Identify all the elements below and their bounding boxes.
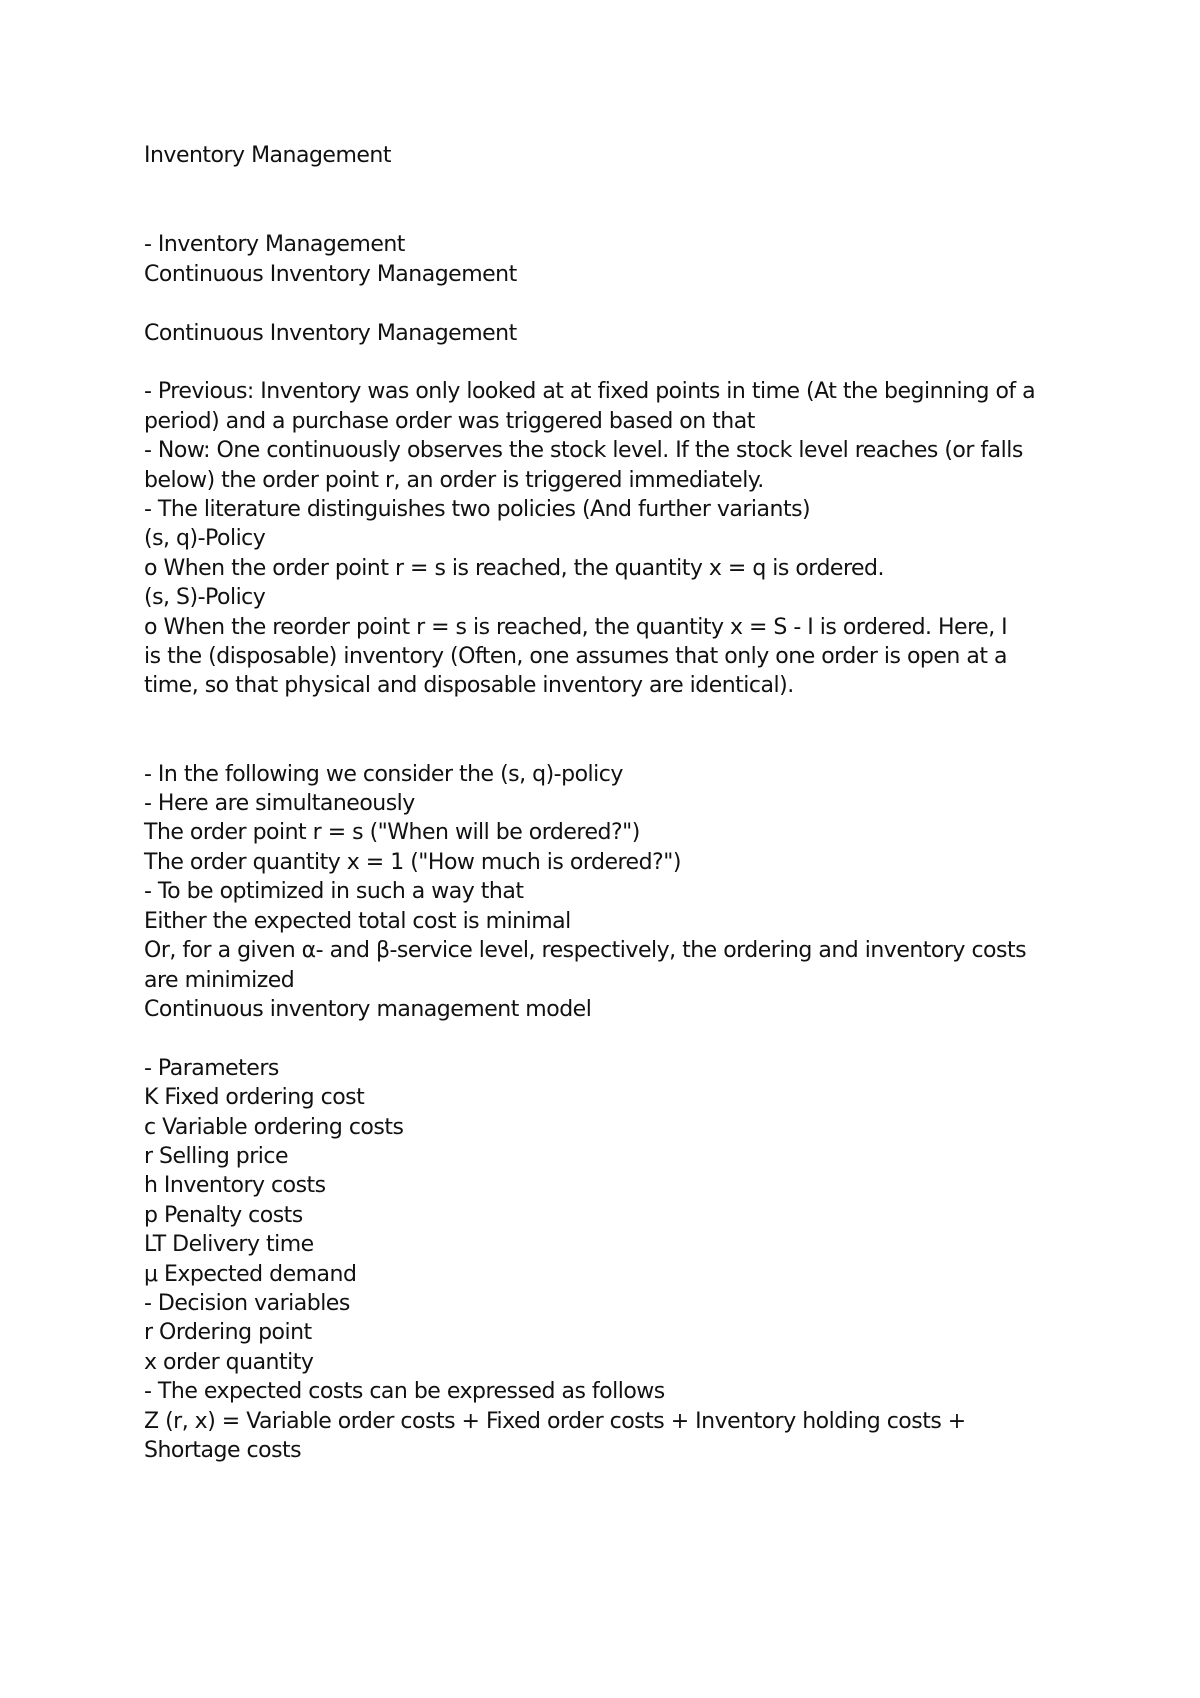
spacer <box>144 289 1074 318</box>
decision-variable-item: x order quantity <box>144 1349 314 1375</box>
paragraph-line: are minimized <box>144 967 295 993</box>
paragraph-line: (s, q)-Policy <box>144 526 266 552</box>
paragraph-line: - In the following we consider the (s, q)-policy <box>144 761 623 787</box>
paragraph-line: below) the order point r, an order is triggered immediately. <box>144 467 764 493</box>
spacer <box>144 170 1074 230</box>
paragraph-line: o When the order point r = s is reached, the quantity x = q is ordered. <box>144 555 885 581</box>
paragraph-line: Or, for a given α- and β-service level, respectively, the ordering and inventory costs <box>144 938 1027 964</box>
document-title: Inventory Management <box>144 143 391 168</box>
paragraph-line: - Previous: Inventory was only looked at at fixed points in time (At the beginning of a <box>144 379 1036 405</box>
spacer <box>144 701 1074 760</box>
formula-line: Z (r, x) = Variable order costs + Fixed order costs + Inventory holding costs + <box>144 1408 966 1434</box>
paragraph-line: time, so that physical and disposable inventory are identical). <box>144 673 794 699</box>
section-heading: Continuous Inventory Management <box>144 320 517 346</box>
document-page <box>144 141 1074 1465</box>
paragraph-line: - Now: One continuously observes the stock level. If the stock level reaches (or falls <box>144 438 1023 464</box>
paragraph-line: The order point r = s ("When will be ordered?") <box>144 820 640 846</box>
paragraph-line: - To be optimized in such a way that <box>144 879 524 905</box>
paragraph-line: Either the expected total cost is minimal <box>144 908 571 934</box>
paragraph-line: o When the reorder point r = s is reached, the quantity x = S - I is ordered. Here, I <box>144 614 1008 640</box>
parameter-item: K Fixed ordering cost <box>144 1085 365 1111</box>
parameter-item: h Inventory costs <box>144 1173 326 1199</box>
paragraph-line: The order quantity x = 1 ("How much is ordered?") <box>144 849 681 875</box>
paragraph-line: - The literature distinguishes two policies (And further variants) <box>144 497 811 523</box>
paragraph-line: Continuous inventory management model <box>144 996 592 1022</box>
decision-variable-item: r Ordering point <box>144 1320 312 1346</box>
list-item: - Inventory Management <box>144 232 405 258</box>
parameter-item: p Penalty costs <box>144 1202 303 1228</box>
paragraph-line: - The expected costs can be expressed as follows <box>144 1379 665 1405</box>
parameter-item: μ Expected demand <box>144 1261 357 1287</box>
paragraph-line: period) and a purchase order was triggered based on that <box>144 408 755 434</box>
paragraph-line: - Decision variables <box>144 1290 350 1316</box>
formula-line: Shortage costs <box>144 1438 302 1463</box>
paragraph-line: is the (disposable) inventory (Often, one assumes that only one order is open at a <box>144 644 1007 670</box>
paragraph-line: - Parameters <box>144 1055 279 1081</box>
section-heading: Continuous Inventory Management <box>144 261 517 287</box>
paragraph-line: - Here are simultaneously <box>144 791 415 817</box>
spacer <box>144 1024 1074 1053</box>
parameter-item: r Selling price <box>144 1143 289 1169</box>
parameter-item: c Variable ordering costs <box>144 1114 404 1140</box>
parameter-item: LT Delivery time <box>144 1232 314 1258</box>
paragraph-line: (s, S)-Policy <box>144 585 266 611</box>
spacer <box>144 348 1074 377</box>
